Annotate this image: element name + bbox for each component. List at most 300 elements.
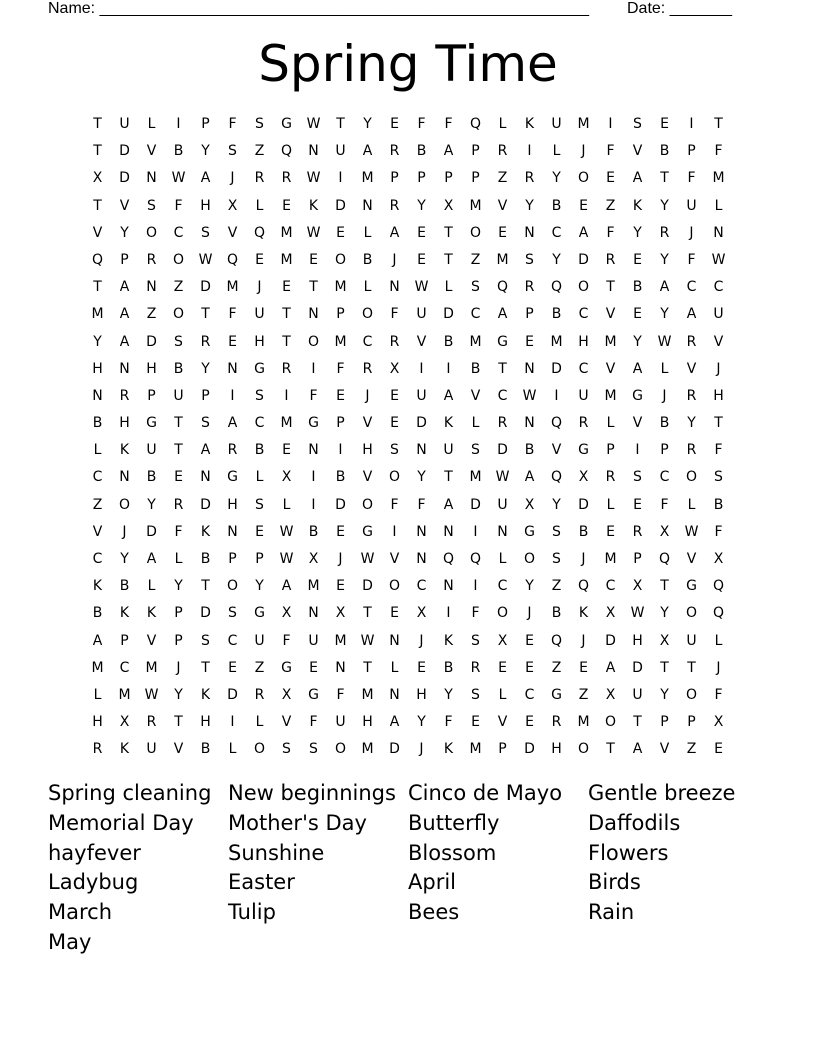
grid-cell[interactable]: L — [363, 224, 372, 241]
grid-cell[interactable]: K — [524, 116, 535, 132]
grid-cell[interactable]: P — [201, 116, 210, 132]
grid-cell[interactable]: V — [281, 714, 292, 731]
grid-cell[interactable]: G — [308, 686, 319, 703]
grid-cell[interactable]: L — [660, 360, 669, 377]
grid-cell[interactable]: G — [362, 523, 373, 540]
grid-cell[interactable]: O — [361, 496, 374, 513]
grid-cell[interactable]: N — [119, 469, 130, 486]
grid-cell[interactable]: L — [714, 632, 723, 649]
grid-cell[interactable]: H — [200, 197, 211, 214]
grid-cell[interactable]: R — [470, 659, 481, 676]
grid-cell[interactable]: B — [443, 659, 454, 676]
grid-cell[interactable]: V — [227, 224, 238, 241]
grid-cell[interactable]: A — [281, 578, 292, 595]
grid-cell[interactable]: D — [605, 632, 616, 649]
grid-cell[interactable]: I — [635, 442, 640, 459]
grid-cell[interactable]: N — [308, 605, 319, 622]
grid-cell[interactable]: A — [443, 387, 454, 404]
grid-cell[interactable]: P — [606, 442, 615, 459]
grid-cell[interactable]: P — [471, 143, 480, 160]
grid-cell[interactable]: D — [389, 741, 400, 758]
grid-cell[interactable]: J — [581, 632, 586, 649]
grid-cell[interactable]: Y — [201, 143, 210, 160]
grid-cell[interactable]: Q — [577, 578, 590, 595]
grid-cell[interactable]: E — [471, 714, 480, 731]
grid-cell[interactable]: N — [146, 170, 157, 187]
grid-cell[interactable]: E — [606, 523, 615, 540]
grid-cell[interactable]: O — [577, 279, 590, 296]
grid-cell[interactable]: J — [419, 741, 424, 758]
grid-cell[interactable]: I — [311, 360, 316, 377]
grid-cell[interactable]: Y — [525, 578, 534, 595]
grid-cell[interactable]: R — [524, 279, 535, 296]
grid-cell[interactable]: M — [307, 578, 320, 595]
grid-cell[interactable]: B — [200, 741, 211, 758]
grid-cell[interactable]: O — [388, 469, 401, 486]
grid-cell[interactable]: R — [686, 387, 697, 404]
grid-cell[interactable]: U — [551, 116, 562, 132]
grid-cell[interactable]: Y — [552, 170, 561, 187]
grid-cell[interactable]: P — [174, 632, 183, 649]
grid-cell[interactable]: E — [579, 659, 588, 676]
grid-cell[interactable]: L — [93, 686, 102, 703]
grid-cell[interactable]: O — [388, 578, 401, 595]
grid-cell[interactable]: U — [713, 306, 724, 323]
grid-cell[interactable]: Q — [550, 469, 563, 486]
grid-cell[interactable]: L — [498, 551, 507, 567]
grid-cell[interactable]: R — [389, 333, 400, 350]
grid-cell[interactable]: S — [471, 632, 480, 649]
grid-cell[interactable]: Y — [633, 333, 642, 350]
grid-cell[interactable]: D — [119, 170, 130, 187]
grid-cell[interactable]: A — [389, 714, 400, 731]
grid-cell[interactable]: M — [604, 551, 617, 567]
grid-cell[interactable]: U — [254, 306, 265, 323]
grid-cell[interactable]: Y — [660, 605, 669, 622]
grid-cell[interactable]: B — [416, 143, 427, 160]
grid-cell[interactable]: O — [172, 251, 185, 268]
grid-cell[interactable]: N — [524, 415, 535, 432]
grid-cell[interactable]: G — [254, 360, 265, 377]
grid-cell[interactable]: P — [201, 387, 210, 404]
grid-cell[interactable]: P — [660, 442, 669, 459]
grid-cell[interactable]: Y — [552, 251, 561, 268]
grid-cell[interactable]: B — [551, 605, 562, 622]
grid-cell[interactable]: U — [335, 714, 346, 731]
grid-cell[interactable]: Q — [550, 632, 563, 649]
grid-cell[interactable]: E — [255, 251, 264, 268]
grid-cell[interactable]: K — [443, 632, 454, 649]
grid-cell[interactable]: T — [309, 279, 318, 296]
grid-cell[interactable]: D — [146, 333, 157, 350]
grid-cell[interactable]: R — [497, 143, 508, 160]
grid-cell[interactable]: C — [470, 306, 481, 323]
grid-cell[interactable]: F — [309, 387, 318, 404]
grid-cell[interactable]: R — [119, 387, 130, 404]
grid-cell[interactable]: J — [581, 143, 586, 160]
grid-cell[interactable]: S — [633, 469, 642, 486]
grid-cell[interactable]: Q — [91, 251, 104, 268]
grid-cell[interactable]: T — [363, 659, 372, 676]
grid-cell[interactable]: X — [92, 170, 103, 187]
grid-cell[interactable]: L — [498, 116, 507, 132]
grid-cell[interactable]: R — [659, 224, 670, 241]
grid-cell[interactable]: R — [578, 415, 589, 432]
grid-cell[interactable]: O — [523, 551, 536, 567]
grid-cell[interactable]: Q — [226, 251, 239, 268]
grid-cell[interactable]: N — [335, 659, 346, 676]
grid-cell[interactable]: W — [198, 251, 213, 268]
grid-cell[interactable]: A — [200, 442, 211, 459]
grid-cell[interactable]: C — [497, 387, 508, 404]
grid-cell[interactable]: V — [92, 224, 103, 241]
grid-cell[interactable]: G — [524, 523, 535, 540]
grid-cell[interactable]: L — [444, 279, 453, 296]
grid-cell[interactable]: B — [443, 333, 454, 350]
grid-cell[interactable]: B — [146, 469, 157, 486]
grid-cell[interactable]: T — [201, 578, 210, 595]
grid-cell[interactable]: J — [365, 387, 370, 404]
grid-cell[interactable]: K — [119, 442, 130, 459]
grid-cell[interactable]: R — [605, 251, 616, 268]
grid-cell[interactable]: F — [282, 632, 291, 649]
grid-cell[interactable]: Y — [417, 714, 426, 731]
grid-cell[interactable]: K — [146, 605, 157, 622]
grid-cell[interactable]: F — [228, 306, 237, 323]
grid-cell[interactable]: D — [200, 496, 211, 513]
grid-cell[interactable]: O — [577, 170, 590, 187]
grid-cell[interactable]: N — [443, 578, 454, 595]
grid-cell[interactable]: T — [174, 442, 183, 459]
grid-cell[interactable]: X — [281, 686, 292, 703]
grid-cell[interactable]: E — [633, 496, 642, 513]
grid-cell[interactable]: S — [255, 116, 264, 132]
grid-cell[interactable]: X — [281, 605, 292, 622]
grid-cell[interactable]: U — [686, 197, 697, 214]
grid-cell[interactable]: H — [578, 333, 589, 350]
grid-cell[interactable]: X — [659, 632, 670, 649]
grid-cell[interactable]: F — [714, 442, 723, 459]
grid-cell[interactable]: P — [444, 170, 453, 187]
grid-cell[interactable]: S — [201, 224, 210, 241]
grid-cell[interactable]: V — [551, 442, 562, 459]
grid-cell[interactable]: K — [92, 578, 103, 595]
grid-cell[interactable]: Y — [120, 224, 129, 241]
grid-cell[interactable]: T — [174, 415, 183, 432]
grid-cell[interactable]: X — [713, 714, 724, 731]
grid-cell[interactable]: A — [92, 632, 103, 649]
grid-cell[interactable]: E — [525, 714, 534, 731]
grid-cell[interactable]: I — [230, 714, 235, 731]
grid-cell[interactable]: Y — [687, 415, 696, 432]
grid-cell[interactable]: S — [525, 251, 534, 268]
grid-cell[interactable]: F — [606, 143, 615, 160]
grid-cell[interactable]: E — [390, 415, 399, 432]
grid-cell[interactable]: W — [144, 686, 159, 703]
grid-cell[interactable]: L — [255, 197, 264, 214]
grid-cell[interactable]: I — [419, 360, 424, 377]
grid-cell[interactable]: Y — [660, 197, 669, 214]
grid-cell[interactable]: Y — [660, 306, 669, 323]
grid-cell[interactable]: B — [335, 469, 346, 486]
grid-cell[interactable]: C — [605, 578, 616, 595]
grid-cell[interactable]: E — [309, 659, 318, 676]
grid-cell[interactable]: S — [390, 442, 399, 459]
grid-cell[interactable]: F — [687, 251, 696, 268]
grid-cell[interactable]: T — [336, 116, 345, 132]
grid-cell[interactable]: L — [282, 496, 291, 513]
grid-cell[interactable]: H — [551, 741, 562, 758]
grid-cell[interactable]: Q — [442, 551, 455, 567]
grid-cell[interactable]: A — [227, 415, 238, 432]
grid-cell[interactable]: Y — [660, 251, 669, 268]
grid-cell[interactable]: U — [146, 442, 157, 459]
grid-cell[interactable]: T — [444, 251, 453, 268]
grid-cell[interactable]: V — [362, 415, 373, 432]
grid-cell[interactable]: Z — [173, 279, 184, 296]
grid-cell[interactable]: S — [228, 143, 237, 160]
grid-cell[interactable]: C — [551, 224, 562, 241]
grid-cell[interactable]: E — [255, 523, 264, 540]
grid-cell[interactable]: L — [228, 741, 237, 758]
grid-cell[interactable]: W — [360, 551, 375, 567]
grid-cell[interactable]: N — [92, 387, 103, 404]
grid-cell[interactable]: J — [419, 632, 424, 649]
grid-cell[interactable]: M — [334, 333, 347, 350]
grid-cell[interactable]: V — [713, 333, 724, 350]
grid-cell[interactable]: L — [147, 116, 156, 132]
grid-cell[interactable]: F — [444, 116, 453, 132]
grid-cell[interactable]: D — [335, 496, 346, 513]
grid-cell[interactable]: X — [497, 632, 508, 649]
grid-cell[interactable]: E — [390, 387, 399, 404]
grid-cell[interactable]: D — [335, 197, 346, 214]
grid-cell[interactable]: K — [119, 741, 130, 758]
grid-cell[interactable]: C — [497, 578, 508, 595]
grid-cell[interactable]: S — [552, 523, 561, 540]
grid-cell[interactable]: L — [714, 197, 723, 214]
grid-cell[interactable]: J — [122, 523, 127, 540]
grid-cell[interactable]: K — [578, 605, 589, 622]
grid-cell[interactable]: E — [309, 251, 318, 268]
grid-cell[interactable]: E — [417, 224, 426, 241]
grid-cell[interactable]: Y — [120, 551, 129, 567]
grid-cell[interactable]: M — [91, 306, 104, 323]
grid-cell[interactable]: M — [469, 197, 482, 214]
grid-cell[interactable]: S — [714, 469, 723, 486]
grid-cell[interactable]: O — [361, 306, 374, 323]
grid-cell[interactable]: O — [307, 333, 320, 350]
grid-cell[interactable]: O — [118, 496, 131, 513]
grid-cell[interactable]: S — [201, 415, 210, 432]
grid-cell[interactable]: T — [93, 279, 102, 296]
grid-cell[interactable]: H — [92, 360, 103, 377]
grid-cell[interactable]: L — [390, 659, 399, 676]
grid-cell[interactable]: J — [392, 251, 397, 268]
grid-cell[interactable]: N — [308, 143, 319, 160]
grid-cell[interactable]: X — [443, 197, 454, 214]
grid-cell[interactable]: A — [389, 224, 400, 241]
grid-cell[interactable]: E — [336, 578, 345, 595]
grid-cell[interactable]: X — [713, 551, 724, 567]
grid-cell[interactable]: D — [578, 251, 589, 268]
grid-cell[interactable]: M — [280, 251, 293, 268]
grid-cell[interactable]: A — [605, 659, 616, 676]
grid-cell[interactable]: Z — [551, 659, 562, 676]
grid-cell[interactable]: M — [280, 415, 293, 432]
grid-cell[interactable]: O — [685, 686, 698, 703]
grid-cell[interactable]: Q — [469, 551, 482, 567]
grid-cell[interactable]: F — [309, 714, 318, 731]
grid-cell[interactable]: M — [604, 387, 617, 404]
grid-cell[interactable]: J — [230, 170, 235, 187]
grid-cell[interactable]: B — [254, 442, 265, 459]
grid-cell[interactable]: L — [93, 442, 102, 459]
grid-cell[interactable]: F — [714, 686, 723, 703]
grid-cell[interactable]: D — [227, 686, 238, 703]
grid-cell[interactable]: W — [279, 523, 294, 540]
grid-cell[interactable]: D — [551, 360, 562, 377]
grid-cell[interactable]: W — [684, 523, 699, 540]
grid-cell[interactable]: T — [174, 714, 183, 731]
grid-cell[interactable]: A — [443, 143, 454, 160]
grid-cell[interactable]: I — [473, 523, 478, 540]
grid-cell[interactable]: N — [200, 469, 211, 486]
grid-cell[interactable]: J — [527, 605, 532, 622]
grid-cell[interactable]: A — [362, 143, 373, 160]
grid-cell[interactable]: B — [713, 496, 724, 513]
grid-cell[interactable]: N — [227, 523, 238, 540]
grid-cell[interactable]: K — [200, 523, 211, 540]
grid-cell[interactable]: Q — [712, 605, 725, 622]
grid-cell[interactable]: O — [145, 224, 158, 241]
grid-cell[interactable]: R — [362, 360, 373, 377]
grid-cell[interactable]: V — [605, 360, 616, 377]
grid-cell[interactable]: B — [551, 306, 562, 323]
grid-cell[interactable]: D — [632, 659, 643, 676]
grid-cell[interactable]: E — [228, 659, 237, 676]
grid-cell[interactable]: U — [308, 632, 319, 649]
grid-cell[interactable]: C — [524, 686, 535, 703]
grid-cell[interactable]: D — [524, 741, 535, 758]
grid-cell[interactable]: S — [282, 741, 291, 758]
grid-cell[interactable]: X — [632, 578, 643, 595]
grid-cell[interactable]: V — [497, 197, 508, 214]
grid-cell[interactable]: Z — [578, 686, 589, 703]
grid-cell[interactable]: L — [255, 469, 264, 486]
grid-cell[interactable]: W — [306, 224, 321, 241]
grid-cell[interactable]: H — [632, 632, 643, 649]
grid-cell[interactable]: V — [119, 197, 130, 214]
grid-cell[interactable]: L — [471, 415, 480, 432]
grid-cell[interactable]: P — [120, 632, 129, 649]
grid-cell[interactable]: Z — [146, 306, 157, 323]
grid-cell[interactable]: R — [92, 741, 103, 758]
grid-cell[interactable]: U — [173, 387, 184, 404]
grid-cell[interactable]: B — [362, 251, 373, 268]
grid-cell[interactable]: U — [119, 116, 130, 132]
grid-cell[interactable]: E — [606, 170, 615, 187]
grid-cell[interactable]: A — [659, 279, 670, 296]
grid-cell[interactable]: R — [605, 469, 616, 486]
grid-cell[interactable]: P — [687, 714, 696, 731]
grid-cell[interactable]: X — [578, 469, 589, 486]
grid-cell[interactable]: X — [227, 197, 238, 214]
grid-cell[interactable]: E — [390, 605, 399, 622]
grid-cell[interactable]: G — [146, 415, 157, 432]
grid-cell[interactable]: O — [685, 469, 698, 486]
grid-cell[interactable]: R — [227, 442, 238, 459]
grid-cell[interactable]: P — [336, 306, 345, 323]
grid-cell[interactable]: V — [470, 387, 481, 404]
grid-cell[interactable]: N — [443, 523, 454, 540]
grid-cell[interactable]: F — [417, 116, 426, 132]
grid-cell[interactable]: K — [308, 197, 319, 214]
grid-cell[interactable]: V — [497, 714, 508, 731]
grid-cell[interactable]: N — [308, 442, 319, 459]
grid-cell[interactable]: O — [172, 306, 185, 323]
grid-cell[interactable]: K — [119, 605, 130, 622]
grid-cell[interactable]: M — [226, 279, 239, 296]
grid-cell[interactable]: D — [200, 279, 211, 296]
grid-cell[interactable]: M — [280, 224, 293, 241]
grid-cell[interactable]: V — [173, 741, 184, 758]
grid-cell[interactable]: H — [362, 714, 373, 731]
grid-cell[interactable]: H — [146, 360, 157, 377]
grid-cell[interactable]: O — [496, 605, 509, 622]
grid-cell[interactable]: B — [173, 360, 184, 377]
grid-cell[interactable]: L — [606, 415, 615, 432]
grid-cell[interactable]: O — [253, 741, 266, 758]
grid-cell[interactable]: I — [338, 442, 343, 459]
grid-cell[interactable]: E — [525, 659, 534, 676]
grid-cell[interactable]: N — [389, 632, 400, 649]
grid-cell[interactable]: B — [119, 578, 130, 595]
grid-cell[interactable]: P — [471, 170, 480, 187]
grid-cell[interactable]: M — [361, 170, 374, 187]
grid-cell[interactable]: E — [633, 306, 642, 323]
grid-cell[interactable]: M — [604, 333, 617, 350]
grid-cell[interactable]: C — [659, 469, 670, 486]
grid-cell[interactable]: W — [414, 279, 429, 296]
grid-cell[interactable]: Y — [417, 197, 426, 214]
grid-cell[interactable]: E — [660, 116, 669, 132]
grid-cell[interactable]: P — [147, 387, 156, 404]
grid-cell[interactable]: F — [336, 360, 345, 377]
grid-cell[interactable]: X — [605, 605, 616, 622]
grid-cell[interactable]: Y — [201, 360, 210, 377]
grid-cell[interactable]: N — [497, 523, 508, 540]
grid-cell[interactable]: S — [471, 442, 480, 459]
grid-cell[interactable]: I — [176, 116, 181, 132]
grid-cell[interactable]: C — [119, 659, 130, 676]
grid-cell[interactable]: I — [689, 116, 694, 132]
grid-cell[interactable]: Z — [497, 170, 508, 187]
grid-cell[interactable]: X — [335, 605, 346, 622]
grid-cell[interactable]: R — [524, 170, 535, 187]
grid-cell[interactable]: X — [389, 360, 400, 377]
grid-cell[interactable]: R — [686, 333, 697, 350]
grid-cell[interactable]: C — [92, 469, 103, 486]
grid-cell[interactable]: D — [578, 496, 589, 513]
grid-cell[interactable]: M — [577, 116, 590, 132]
grid-cell[interactable]: T — [282, 333, 291, 350]
grid-cell[interactable]: R — [551, 714, 562, 731]
grid-cell[interactable]: J — [716, 659, 721, 676]
grid-cell[interactable]: F — [390, 496, 399, 513]
grid-cell[interactable]: O — [334, 741, 347, 758]
grid-cell[interactable]: H — [362, 442, 373, 459]
